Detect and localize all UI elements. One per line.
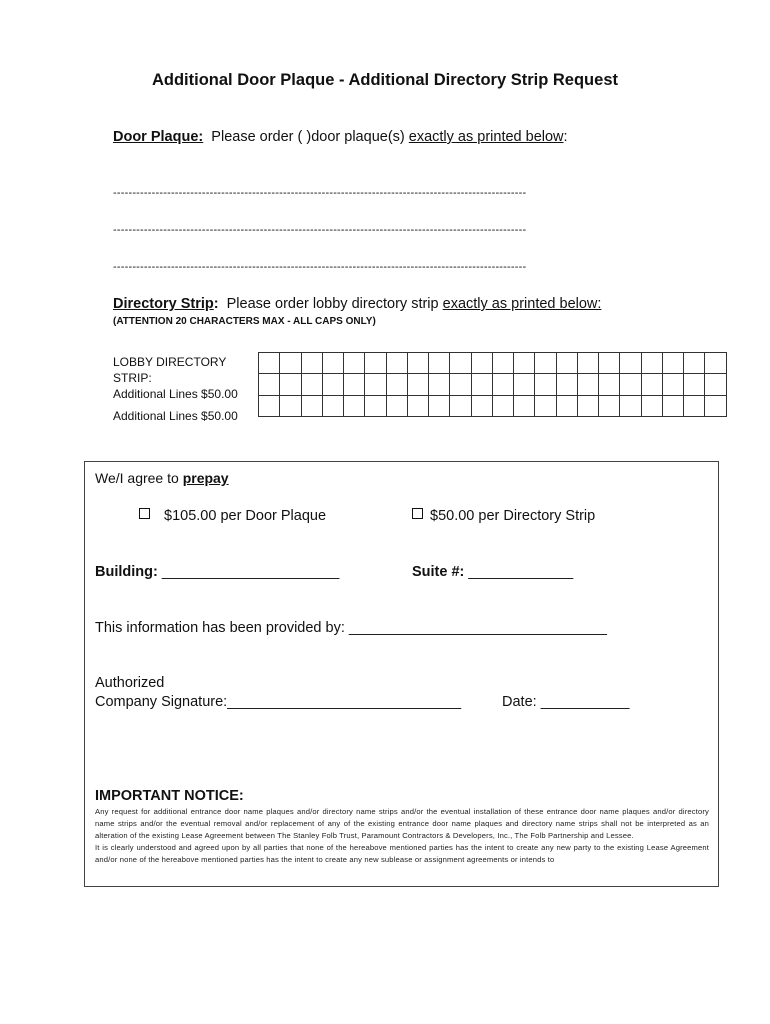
page-title: Additional Door Plaque - Additional Directory Strip Request <box>151 71 618 89</box>
checkbox-directory-strip[interactable] <box>412 508 423 519</box>
additional-lines-label-2: Additional Lines $50.00 <box>113 409 238 423</box>
grid-cell[interactable] <box>365 395 386 416</box>
grid-cell[interactable] <box>684 395 705 416</box>
grid-cell[interactable] <box>492 395 513 416</box>
grid-cell[interactable] <box>429 395 450 416</box>
suite-field[interactable] <box>412 564 573 580</box>
door-plaque-exactly: exactly as printed below <box>408 129 564 145</box>
provided-by-blank[interactable]: ________________________________ <box>348 620 607 636</box>
directory-strip-colon: : <box>213 296 219 312</box>
signature-label: Company Signature: <box>95 694 228 710</box>
date-blank[interactable]: ___________ <box>540 694 630 710</box>
grid-cell[interactable] <box>429 353 450 374</box>
notice-paragraph-1: Any request for additional entrance door name plaques and/or directory name strips and/or the eventual installation of these entrance door name plaques and/or directory name strips and/or the eventual removal and/or replacement of any of the existing entrance door name plaques and directory name strips shall not be interpreted as an alteration of the existing Lease Agreement between The Stanley Folb Trust, Paramount Contractors & Developers, Inc., The Folb Partnership and Lessee. <box>95 807 709 840</box>
grid-cell[interactable] <box>535 395 556 416</box>
directory-strip-option[interactable] <box>412 508 595 524</box>
grid-cell[interactable] <box>641 374 662 395</box>
grid-cell[interactable] <box>599 374 620 395</box>
grid-cell[interactable] <box>577 374 598 395</box>
grid-cell[interactable] <box>599 395 620 416</box>
grid-cell[interactable] <box>641 395 662 416</box>
date-field[interactable] <box>502 694 629 710</box>
grid-cell[interactable] <box>662 353 683 374</box>
additional-lines-label-1: Additional Lines $50.00 <box>113 387 238 401</box>
grid-cell[interactable] <box>577 395 598 416</box>
checkbox-door-plaque[interactable] <box>139 508 150 519</box>
agree-text: We/I agree to <box>95 470 179 486</box>
grid-cell[interactable] <box>684 353 705 374</box>
door-plaque-line-2[interactable]: ----------------------------------------------------------------------------------------------------------- <box>113 224 527 236</box>
notice-paragraph-2: It is clearly understood and agreed upon by all parties that none of the hereabove mentioned parties has the intent to create any new party to the existing Lease Agreement and/or none of the hereabove mentioned parties has the intent to create any new sublease or assignment agreements or intends to <box>95 842 709 864</box>
grid-cell[interactable] <box>407 353 428 374</box>
building-field[interactable] <box>95 564 339 580</box>
directory-strip-text: Please order lobby directory strip <box>226 296 439 312</box>
grid-cell[interactable] <box>450 395 471 416</box>
grid-cell[interactable] <box>620 374 641 395</box>
grid-cell[interactable] <box>450 374 471 395</box>
grid-cell[interactable] <box>344 353 365 374</box>
grid-cell[interactable] <box>684 374 705 395</box>
date-label: Date: <box>502 694 537 710</box>
agreement-box <box>84 461 719 887</box>
door-plaque-text: Please order ( )door plaque(s) <box>211 129 405 145</box>
door-plaque-colon: : <box>563 129 568 145</box>
door-plaque-price: $105.00 per Door Plaque <box>164 508 327 524</box>
grid-cell[interactable] <box>301 374 322 395</box>
grid-cell[interactable] <box>514 395 535 416</box>
directory-strip-price: $50.00 per Directory Strip <box>430 508 596 524</box>
grid-cell[interactable] <box>280 353 301 374</box>
grid-cell[interactable] <box>365 353 386 374</box>
directory-strip-grid <box>258 352 727 417</box>
grid-cell[interactable] <box>322 374 343 395</box>
authorized-label: Authorized <box>95 675 165 691</box>
grid-cell[interactable] <box>386 395 407 416</box>
grid-cell[interactable] <box>514 374 535 395</box>
grid-cell[interactable] <box>471 374 492 395</box>
door-plaque-option[interactable] <box>139 508 326 524</box>
grid-cell[interactable] <box>471 353 492 374</box>
grid-cell[interactable] <box>259 353 280 374</box>
lobby-directory-label: LOBBY DIRECTORY STRIP: <box>113 355 227 385</box>
door-plaque-instruction <box>113 129 568 145</box>
grid-cell[interactable] <box>322 353 343 374</box>
grid-cell[interactable] <box>535 374 556 395</box>
grid-cell[interactable] <box>407 374 428 395</box>
grid-cell[interactable] <box>705 353 726 374</box>
directory-strip-instruction <box>113 296 601 312</box>
door-plaque-label: Door Plaque: <box>113 129 204 145</box>
grid-cell[interactable] <box>492 374 513 395</box>
grid-cell[interactable] <box>514 353 535 374</box>
grid-cell[interactable] <box>259 395 280 416</box>
prepay-word: prepay <box>182 470 229 486</box>
grid-cell[interactable] <box>344 395 365 416</box>
suite-blank[interactable]: _____________ <box>468 564 574 580</box>
provided-by-field[interactable] <box>95 620 607 636</box>
grid-cell[interactable] <box>259 374 280 395</box>
grid-cell[interactable] <box>407 395 428 416</box>
grid-cell[interactable] <box>344 374 365 395</box>
important-notice-body <box>95 806 709 866</box>
building-label: Building: <box>95 564 158 580</box>
grid-cell[interactable] <box>386 353 407 374</box>
grid-cell[interactable] <box>641 353 662 374</box>
grid-cell[interactable] <box>280 395 301 416</box>
grid-cell[interactable] <box>556 395 577 416</box>
door-plaque-line-3[interactable]: ----------------------------------------------------------------------------------------------------------- <box>113 261 527 273</box>
grid-cell[interactable] <box>705 374 726 395</box>
suite-label: Suite #: <box>412 564 465 580</box>
grid-cell[interactable] <box>556 353 577 374</box>
grid-cell[interactable] <box>577 353 598 374</box>
signature-blank[interactable]: _____________________________ <box>227 694 462 710</box>
grid-cell[interactable] <box>535 353 556 374</box>
grid-cell[interactable] <box>429 374 450 395</box>
building-blank[interactable]: ______________________ <box>161 564 340 580</box>
signature-field[interactable] <box>95 694 461 710</box>
grid-cell[interactable] <box>365 374 386 395</box>
provided-by-label: This information has been provided by: <box>95 620 345 636</box>
directory-strip-exactly: exactly as printed below: <box>442 296 602 312</box>
grid-cell[interactable] <box>662 395 683 416</box>
attention-note: (ATTENTION 20 CHARACTERS MAX - ALL CAPS ONLY) <box>113 316 376 327</box>
grid-row <box>259 374 727 395</box>
grid-cell[interactable] <box>620 353 641 374</box>
grid-cell[interactable] <box>322 395 343 416</box>
grid-row <box>259 353 727 374</box>
grid-cell[interactable] <box>386 374 407 395</box>
grid-row <box>259 395 727 416</box>
grid-cell[interactable] <box>599 353 620 374</box>
door-plaque-line-1[interactable]: ----------------------------------------------------------------------------------------------------------- <box>113 187 527 199</box>
grid-cell[interactable] <box>450 353 471 374</box>
grid-cell[interactable] <box>280 374 301 395</box>
grid-cell[interactable] <box>492 353 513 374</box>
directory-strip-label: Directory Strip <box>113 296 214 312</box>
grid-cell[interactable] <box>705 395 726 416</box>
grid-cell[interactable] <box>301 395 322 416</box>
grid-cell[interactable] <box>662 374 683 395</box>
grid-cell[interactable] <box>620 395 641 416</box>
important-notice-title: IMPORTANT NOTICE: <box>95 788 244 804</box>
grid-cell[interactable] <box>301 353 322 374</box>
agree-line <box>95 470 229 486</box>
grid-cell[interactable] <box>471 395 492 416</box>
grid-cell[interactable] <box>556 374 577 395</box>
